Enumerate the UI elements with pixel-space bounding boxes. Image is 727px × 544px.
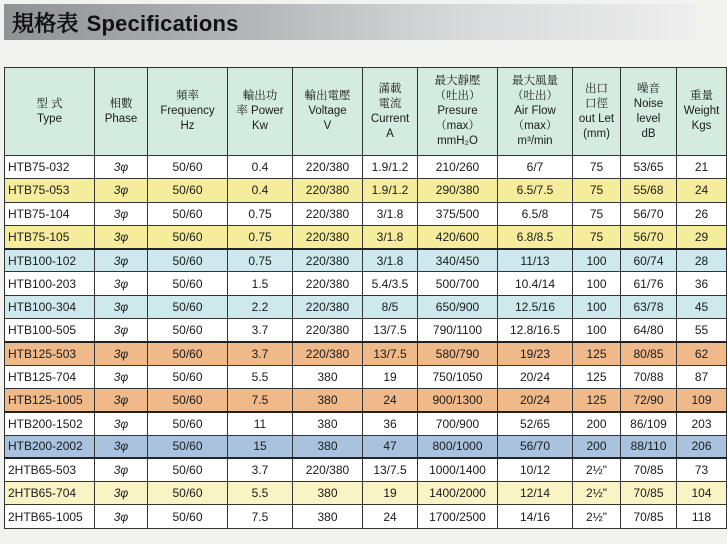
cell-power: 0.4 — [228, 179, 293, 202]
cell-outlet: 125 — [573, 388, 621, 411]
cell-air-flow: 14/16 — [498, 505, 573, 528]
cell-phase: 3φ — [95, 156, 148, 179]
cell-air-flow: 6/7 — [498, 156, 573, 179]
cell-noise: 70/85 — [621, 458, 677, 481]
cell-noise: 56/70 — [621, 202, 677, 225]
header-line: Weight — [683, 105, 720, 117]
table-row — [5, 505, 727, 528]
cell-outlet: 100 — [573, 319, 621, 342]
page-title-en: Specifications — [86, 10, 239, 36]
cell-outlet: 75 — [573, 179, 621, 202]
cell-power: 2.2 — [228, 295, 293, 318]
cell-weight: 104 — [677, 482, 727, 505]
cell-frequency: 50/60 — [148, 179, 228, 202]
header-line: （max） — [512, 120, 558, 132]
cell-noise: 53/65 — [621, 156, 677, 179]
table-row — [5, 365, 727, 388]
header-line: （吐出） — [512, 90, 558, 102]
cell-voltage: 380 — [293, 365, 363, 388]
cell-frequency: 50/60 — [148, 412, 228, 435]
table-row — [5, 295, 727, 318]
header-line: 出口 — [585, 82, 608, 95]
cell-pressure: 210/260 — [418, 156, 498, 179]
cell-current: 36 — [363, 412, 418, 435]
header-line: 電流 — [378, 97, 402, 110]
cell-power: 5.5 — [228, 365, 293, 388]
table-row — [5, 388, 727, 411]
cell-current: 1.9/1.2 — [363, 156, 418, 179]
header-line: 率 Power — [236, 105, 284, 117]
page-title — [12, 7, 239, 38]
cell-current: 8/5 — [363, 295, 418, 318]
table-row — [5, 249, 727, 272]
cell-outlet: 2½" — [573, 482, 621, 505]
cell-power: 7.5 — [228, 505, 293, 528]
cell-current: 13/7.5 — [363, 342, 418, 365]
cell-phase: 3φ — [95, 458, 148, 481]
cell-phase: 3φ — [95, 482, 148, 505]
header-weight — [677, 68, 727, 156]
header-line: Voltage — [308, 105, 347, 117]
cell-voltage: 380 — [293, 505, 363, 528]
cell-power: 0.4 — [228, 156, 293, 179]
cell-air-flow: 19/23 — [498, 342, 573, 365]
cell-voltage: 220/380 — [293, 458, 363, 481]
cell-current: 19 — [363, 482, 418, 505]
cell-air-flow: 20/24 — [498, 388, 573, 411]
header-line: 相數 — [109, 97, 133, 110]
header-line: Air Flow — [514, 105, 556, 117]
cell-type: 2HTB65-503 — [5, 458, 95, 481]
header-line: mmH₂O — [437, 135, 478, 147]
cell-noise: 56/70 — [621, 225, 677, 248]
cell-weight: 26 — [677, 202, 727, 225]
header-line: （吐出） — [434, 90, 481, 102]
cell-weight: 109 — [677, 388, 727, 411]
cell-voltage: 220/380 — [293, 225, 363, 248]
cell-noise: 70/85 — [621, 482, 677, 505]
table-row — [5, 156, 727, 179]
cell-type: HTB75-104 — [5, 202, 95, 225]
cell-outlet: 75 — [573, 202, 621, 225]
cell-weight: 45 — [677, 295, 727, 318]
cell-frequency: 50/60 — [148, 249, 228, 272]
cell-frequency: 50/60 — [148, 435, 228, 458]
cell-pressure: 790/1100 — [418, 319, 498, 342]
cell-pressure: 700/900 — [418, 412, 498, 435]
cell-outlet: 2½" — [573, 505, 621, 528]
table-row — [5, 342, 727, 365]
cell-pressure: 340/450 — [418, 249, 498, 272]
cell-current: 24 — [363, 388, 418, 411]
cell-air-flow: 6.5/8 — [498, 202, 573, 225]
header-line: Kgs — [691, 120, 712, 132]
cell-current: 24 — [363, 505, 418, 528]
cell-outlet: 200 — [573, 435, 621, 458]
cell-phase: 3φ — [95, 435, 148, 458]
header-line: Hz — [180, 120, 195, 132]
cell-weight: 55 — [677, 319, 727, 342]
cell-phase: 3φ — [95, 179, 148, 202]
cell-noise: 61/76 — [621, 272, 677, 295]
cell-phase: 3φ — [95, 388, 148, 411]
cell-power: 7.5 — [228, 388, 293, 411]
cell-noise: 60/74 — [621, 249, 677, 272]
header-line: 最大風量 — [512, 75, 558, 87]
cell-pressure: 900/1300 — [418, 388, 498, 411]
cell-frequency: 50/60 — [148, 482, 228, 505]
cell-outlet: 75 — [573, 156, 621, 179]
cell-frequency: 50/60 — [148, 388, 228, 411]
header-line: Presure — [437, 105, 478, 117]
cell-phase: 3φ — [95, 505, 148, 528]
header-line: Kw — [252, 120, 268, 132]
cell-voltage: 220/380 — [293, 156, 363, 179]
cell-outlet: 100 — [573, 272, 621, 295]
header-line: 重量 — [690, 90, 713, 102]
cell-power: 0.75 — [228, 202, 293, 225]
cell-pressure: 290/380 — [418, 179, 498, 202]
cell-pressure: 375/500 — [418, 202, 498, 225]
cell-power: 1.5 — [228, 272, 293, 295]
cell-noise: 72/90 — [621, 388, 677, 411]
header-row — [5, 68, 727, 156]
cell-air-flow: 6.5/7.5 — [498, 179, 573, 202]
cell-type: HTB125-1005 — [5, 388, 95, 411]
cell-current: 1.9/1.2 — [363, 179, 418, 202]
header-current — [363, 68, 418, 156]
cell-outlet: 2½" — [573, 458, 621, 481]
cell-frequency: 50/60 — [148, 458, 228, 481]
cell-voltage: 220/380 — [293, 272, 363, 295]
cell-frequency: 50/60 — [148, 295, 228, 318]
cell-current: 5.4/3.5 — [363, 272, 418, 295]
header-line: （max） — [435, 120, 480, 132]
cell-current: 3/1.8 — [363, 225, 418, 248]
cell-air-flow: 12.5/16 — [498, 295, 573, 318]
cell-noise: 70/88 — [621, 365, 677, 388]
cell-air-flow: 12.8/16.5 — [498, 319, 573, 342]
cell-weight: 29 — [677, 225, 727, 248]
cell-weight: 62 — [677, 342, 727, 365]
cell-pressure: 1400/2000 — [418, 482, 498, 505]
cell-current: 13/7.5 — [363, 319, 418, 342]
header-line: 滿載 — [378, 82, 402, 95]
cell-voltage: 220/380 — [293, 295, 363, 318]
cell-weight: 73 — [677, 458, 727, 481]
header-noise — [621, 68, 677, 156]
cell-power: 0.75 — [228, 249, 293, 272]
header-line: Frequency — [160, 105, 215, 117]
header-frequency — [148, 68, 228, 156]
cell-frequency: 50/60 — [148, 505, 228, 528]
header-line: 口徑 — [585, 97, 608, 110]
cell-type: HTB100-505 — [5, 319, 95, 342]
cell-frequency: 50/60 — [148, 342, 228, 365]
header-power — [228, 68, 293, 156]
cell-frequency: 50/60 — [148, 202, 228, 225]
header-line: 型 式 — [36, 97, 63, 110]
cell-type: HTB75-105 — [5, 225, 95, 248]
cell-phase: 3φ — [95, 295, 148, 318]
cell-weight: 206 — [677, 435, 727, 458]
header-line: 頻率 — [176, 90, 199, 102]
table-body — [5, 156, 727, 529]
cell-air-flow: 11/13 — [498, 249, 573, 272]
cell-phase: 3φ — [95, 342, 148, 365]
header-type — [5, 68, 95, 156]
cell-pressure: 1700/2500 — [418, 505, 498, 528]
header-line: Current — [370, 112, 410, 125]
cell-air-flow: 10/12 — [498, 458, 573, 481]
cell-weight: 24 — [677, 179, 727, 202]
cell-outlet: 75 — [573, 225, 621, 248]
header-phase — [95, 68, 148, 156]
cell-outlet: 125 — [573, 365, 621, 388]
cell-power: 11 — [228, 412, 293, 435]
cell-type: HTB75-032 — [5, 156, 95, 179]
cell-type: HTB100-203 — [5, 272, 95, 295]
cell-outlet: 125 — [573, 342, 621, 365]
cell-phase: 3φ — [95, 225, 148, 248]
cell-outlet: 100 — [573, 249, 621, 272]
cell-frequency: 50/60 — [148, 225, 228, 248]
cell-type: HTB75-053 — [5, 179, 95, 202]
cell-weight: 28 — [677, 249, 727, 272]
cell-current: 3/1.8 — [363, 202, 418, 225]
cell-outlet: 200 — [573, 412, 621, 435]
header-line: dB — [641, 127, 656, 140]
cell-pressure: 420/600 — [418, 225, 498, 248]
cell-phase: 3φ — [95, 412, 148, 435]
cell-power: 3.7 — [228, 319, 293, 342]
cell-weight: 118 — [677, 505, 727, 528]
cell-type: 2HTB65-1005 — [5, 505, 95, 528]
header-line: V — [323, 120, 332, 132]
cell-voltage: 220/380 — [293, 319, 363, 342]
table-row — [5, 202, 727, 225]
cell-frequency: 50/60 — [148, 272, 228, 295]
table-row — [5, 225, 727, 248]
header-pressure — [418, 68, 498, 156]
cell-voltage: 220/380 — [293, 202, 363, 225]
header-line: Phase — [104, 112, 138, 125]
cell-voltage: 220/380 — [293, 342, 363, 365]
cell-power: 3.7 — [228, 342, 293, 365]
cell-noise: 63/78 — [621, 295, 677, 318]
cell-phase: 3φ — [95, 365, 148, 388]
table-row — [5, 412, 727, 435]
cell-pressure: 500/700 — [418, 272, 498, 295]
cell-noise: 64/80 — [621, 319, 677, 342]
table-row — [5, 319, 727, 342]
cell-phase: 3φ — [95, 249, 148, 272]
cell-air-flow: 56/70 — [498, 435, 573, 458]
cell-type: 2HTB65-704 — [5, 482, 95, 505]
header-air-flow — [498, 68, 573, 156]
cell-pressure: 800/1000 — [418, 435, 498, 458]
cell-voltage: 380 — [293, 388, 363, 411]
cell-frequency: 50/60 — [148, 319, 228, 342]
cell-type: HTB200-2002 — [5, 435, 95, 458]
cell-air-flow: 20/24 — [498, 365, 573, 388]
cell-air-flow: 52/65 — [498, 412, 573, 435]
cell-noise: 80/85 — [621, 342, 677, 365]
table-row — [5, 179, 727, 202]
cell-weight: 21 — [677, 156, 727, 179]
cell-voltage: 220/380 — [293, 249, 363, 272]
cell-air-flow: 12/14 — [498, 482, 573, 505]
cell-power: 15 — [228, 435, 293, 458]
header-line: m³/min — [517, 135, 553, 147]
cell-type: HTB125-704 — [5, 365, 95, 388]
cell-weight: 36 — [677, 272, 727, 295]
cell-air-flow: 6.8/8.5 — [498, 225, 573, 248]
cell-pressure: 580/790 — [418, 342, 498, 365]
table-row — [5, 272, 727, 295]
cell-phase: 3φ — [95, 272, 148, 295]
cell-noise: 88/110 — [621, 435, 677, 458]
cell-current: 13/7.5 — [363, 458, 418, 481]
cell-pressure: 650/900 — [418, 295, 498, 318]
cell-type: HTB100-102 — [5, 249, 95, 272]
cell-type: HTB100-304 — [5, 295, 95, 318]
cell-frequency: 50/60 — [148, 156, 228, 179]
header-line: 最大靜壓 — [434, 75, 481, 87]
table-row — [5, 482, 727, 505]
cell-current: 47 — [363, 435, 418, 458]
cell-current: 19 — [363, 365, 418, 388]
header-line: (mm) — [583, 127, 610, 140]
header-line: level — [636, 112, 661, 125]
table-row — [5, 458, 727, 481]
header-voltage — [293, 68, 363, 156]
header-outlet — [573, 68, 621, 156]
spec-table — [4, 67, 727, 529]
cell-weight: 87 — [677, 365, 727, 388]
header-line: 輸出功 — [242, 90, 278, 102]
cell-type: HTB125-503 — [5, 342, 95, 365]
header-line: 噪音 — [637, 82, 660, 95]
header-line: out Let — [578, 112, 615, 125]
cell-power: 5.5 — [228, 482, 293, 505]
cell-weight: 203 — [677, 412, 727, 435]
header-line: Noise — [633, 97, 664, 110]
cell-power: 3.7 — [228, 458, 293, 481]
cell-noise: 55/68 — [621, 179, 677, 202]
cell-pressure: 1000/1400 — [418, 458, 498, 481]
cell-phase: 3φ — [95, 202, 148, 225]
cell-air-flow: 10.4/14 — [498, 272, 573, 295]
cell-voltage: 380 — [293, 412, 363, 435]
cell-outlet: 100 — [573, 295, 621, 318]
cell-frequency: 50/60 — [148, 365, 228, 388]
header-line: Type — [37, 112, 62, 125]
header-line: 輸出電壓 — [304, 90, 351, 102]
cell-power: 0.75 — [228, 225, 293, 248]
header-line: A — [386, 127, 394, 140]
cell-noise: 86/109 — [621, 412, 677, 435]
cell-type: HTB200-1502 — [5, 412, 95, 435]
cell-voltage: 380 — [293, 482, 363, 505]
cell-voltage: 380 — [293, 435, 363, 458]
title-bar — [4, 4, 696, 40]
cell-current: 3/1.8 — [363, 249, 418, 272]
cell-phase: 3φ — [95, 319, 148, 342]
page-title-cn: 規格表 — [12, 10, 79, 36]
cell-pressure: 750/1050 — [418, 365, 498, 388]
cell-noise: 70/85 — [621, 505, 677, 528]
cell-voltage: 220/380 — [293, 179, 363, 202]
table-row — [5, 435, 727, 458]
